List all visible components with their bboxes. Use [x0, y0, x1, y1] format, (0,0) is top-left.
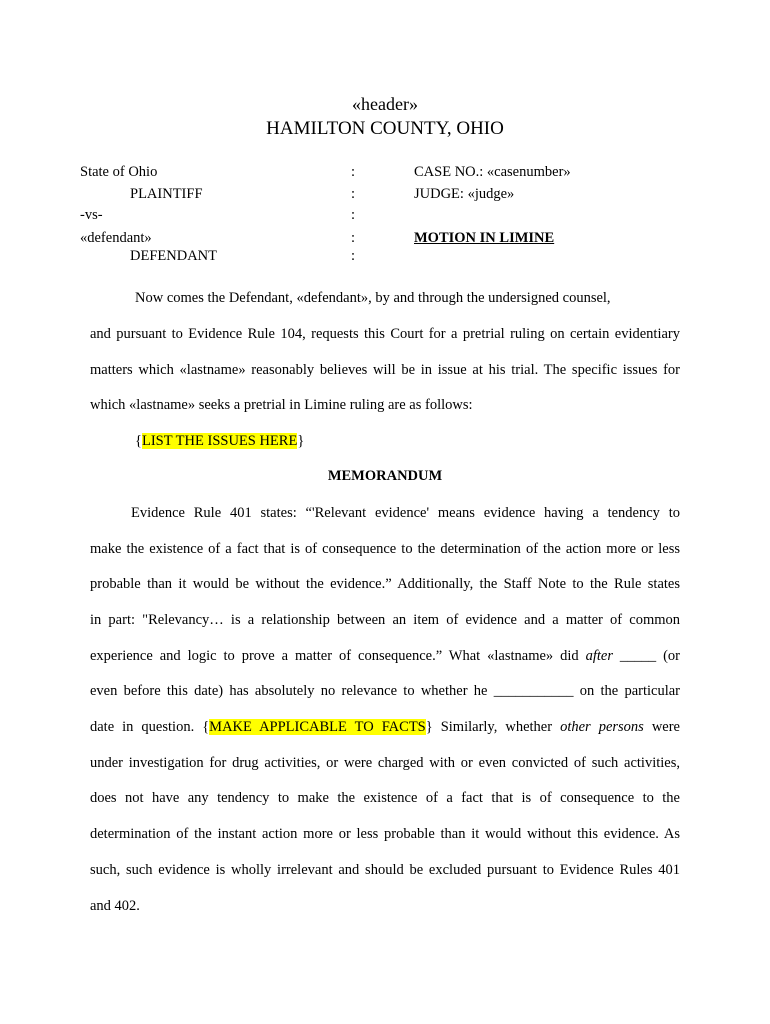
memo-line: [90, 719, 680, 736]
plaintiff-role: PLAINTIFF: [130, 186, 203, 202]
caption-row: [80, 186, 680, 206]
memo-line: does not have any tendency to make the existence of a fact that is of consequence to the: [90, 790, 680, 806]
memo-emphasis: other persons: [560, 719, 644, 735]
memo-line: in part: "Relevancy… is a relationship between an item of evidence and a matter of common: [90, 612, 680, 628]
caption-colon: :: [351, 230, 356, 246]
memo-line: [90, 648, 680, 665]
county-title: HAMILTON COUNTY, OHIO: [266, 118, 504, 139]
issues-highlight: LIST THE ISSUES HERE: [141, 433, 298, 449]
caption-row: [80, 230, 680, 250]
memo-line: and 402.: [90, 898, 140, 914]
memo-line: Evidence Rule 401 states: “'Relevant evidence' means evidence having a tendency to: [131, 505, 680, 521]
memo-text: _____ (or: [612, 648, 680, 664]
brace-close: }: [297, 433, 305, 449]
memo-line: under investigation for drug activities, or were charged with or even convicted of such activities,: [90, 755, 680, 771]
caption-row: [80, 248, 680, 268]
memo-emphasis: after: [585, 648, 613, 664]
defendant-name: «defendant»: [80, 230, 152, 246]
caption-colon: :: [351, 207, 356, 223]
caption-row: [80, 207, 680, 227]
case-caption: [80, 164, 680, 274]
motion-title: MOTION IN LIMINE: [414, 230, 555, 246]
body-line: matters which «lastname» reasonably believes will be in issue at his trial. The specific issues for: [90, 362, 680, 378]
issues-placeholder: [135, 433, 335, 450]
caption-row: [80, 164, 680, 184]
body-line: and pursuant to Evidence Rule 104, requests this Court for a pretrial ruling on certain evidentiary: [90, 326, 680, 342]
memo-text: } Similarly, whether: [425, 719, 561, 735]
memo-line: make the existence of a fact that is of consequence to the determination of the action more or less: [90, 541, 680, 557]
memo-text: experience and logic to prove a matter of consequence.” What «lastname» did: [90, 648, 586, 664]
memorandum-heading: MEMORANDUM: [327, 468, 443, 484]
memo-line: determination of the instant action more or less probable than it would without this evidence. As: [90, 826, 680, 842]
caption-colon: :: [351, 186, 356, 202]
case-number: CASE NO.: «casenumber»: [414, 164, 571, 180]
memo-text: were: [643, 719, 680, 735]
memo-line: such, such evidence is wholly irrelevant and should be excluded pursuant to Evidence Rules 401: [90, 862, 680, 878]
versus-label: -vs-: [80, 207, 103, 223]
facts-highlight: MAKE APPLICABLE TO FACTS: [209, 719, 426, 735]
memo-line: even before this date) has absolutely no relevance to whether he ___________ on the particular: [90, 683, 680, 699]
caption-colon: :: [351, 164, 356, 180]
body-line: which «lastname» seeks a pretrial in Limine ruling are as follows:: [90, 397, 473, 413]
caption-colon: :: [351, 248, 356, 264]
header-placeholder: «header»: [352, 94, 418, 114]
brace-open: {: [135, 433, 142, 449]
defendant-role: DEFENDANT: [130, 248, 217, 264]
body-line: Now comes the Defendant, «defendant», by and through the undersigned counsel,: [135, 290, 611, 306]
memo-line: probable than it would be without the evidence.” Additionally, the Staff Note to the Rule states: [90, 576, 680, 592]
judge-name: JUDGE: «judge»: [414, 186, 515, 202]
plaintiff-name: State of Ohio: [80, 164, 158, 180]
memo-text: date in question. {: [90, 719, 210, 735]
